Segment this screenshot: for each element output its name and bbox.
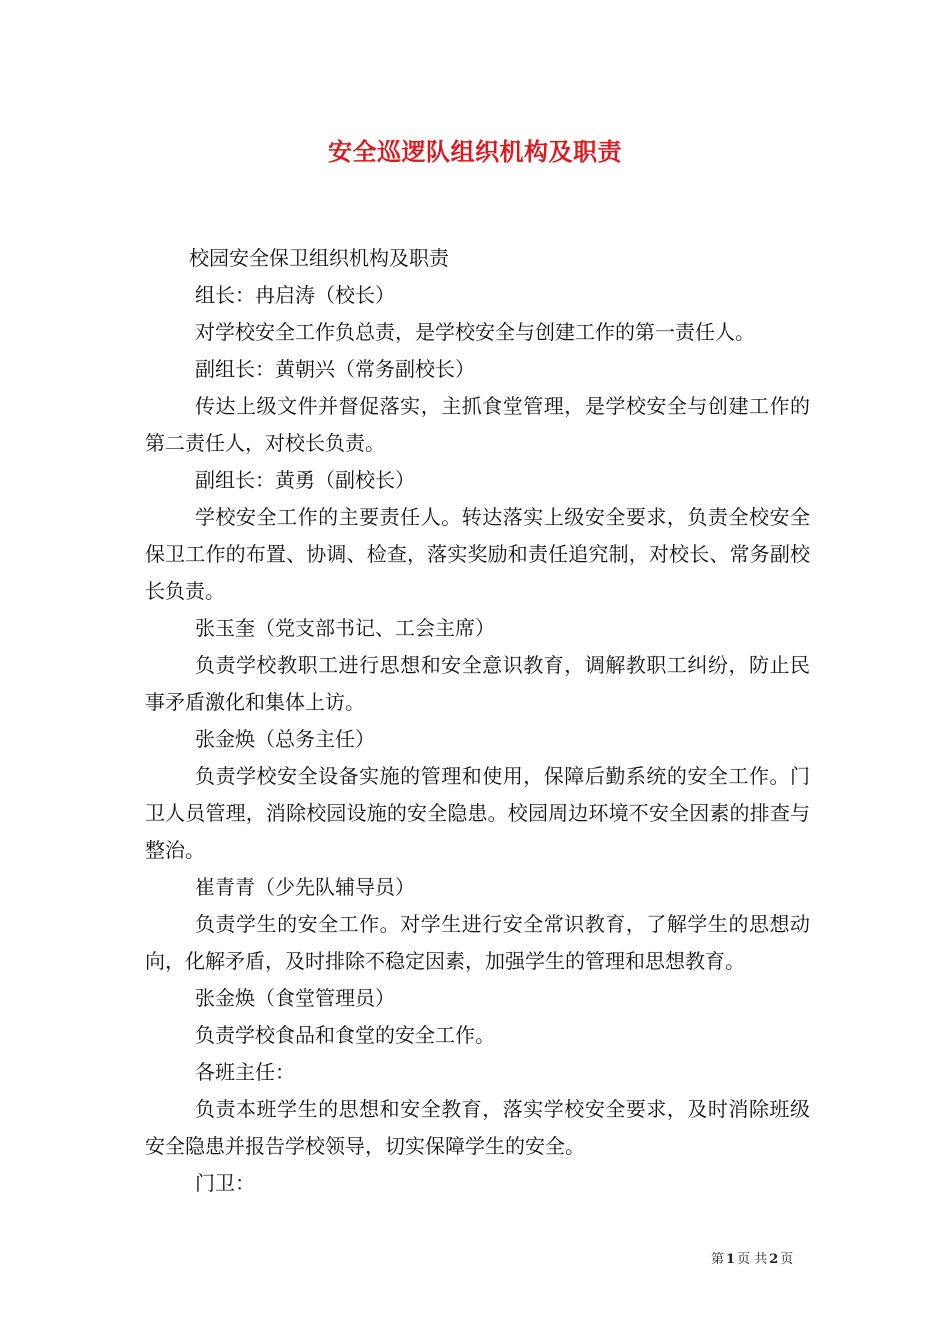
duty-paragraph: 负责学生的安全工作。对学生进行安全常识教育，了解学生的思想动向，化解矛盾，及时排除不稳定因素，加强学生的管理和思想教育。 <box>145 912 810 973</box>
role-line-gatekeeper: 门卫： <box>195 1171 255 1195</box>
duty-paragraph: 负责学校安全设备实施的管理和使用，保障后勤系统的安全工作。门卫人员管理，消除校园设施的安全隐患。校园周边环境不安全因素的排查与整治。 <box>145 764 810 862</box>
role-line-leader: 组长：冉启涛（校长） <box>195 283 395 307</box>
role-line-pioneer-counselor: 崔青青（少先队辅导员） <box>195 875 415 899</box>
duty-paragraph: 负责学校食品和食堂的安全工作。 <box>195 1023 495 1047</box>
footer-prefix: 第 <box>711 1252 725 1267</box>
role-line-deputy: 副组长：黄勇（副校长） <box>195 468 415 492</box>
role-line-canteen-manager: 张金焕（食堂管理员） <box>195 986 395 1010</box>
footer-suffix: 页 <box>780 1252 794 1267</box>
footer-middle: 页 共 <box>737 1252 768 1267</box>
role-line-party-secretary: 张玉奎（党支部书记、工会主席） <box>195 616 495 640</box>
footer-total-pages: 2 <box>769 1252 779 1267</box>
duty-paragraph: 负责学校教职工进行思想和安全意识教育，调解教职工纠纷，防止民事矛盾激化和集体上访。 <box>145 653 810 714</box>
section-heading: 校园安全保卫组织机构及职责 <box>189 246 449 270</box>
footer-current-page: 1 <box>726 1252 736 1267</box>
role-line-general-affairs: 张金焕（总务主任） <box>195 727 375 751</box>
duty-paragraph: 负责本班学生的思想和安全教育，落实学校安全要求，及时消除班级安全隐患并报告学校领导，切实保障学生的安全。 <box>145 1097 810 1158</box>
role-line-executive-deputy: 副组长：黄朝兴（常务副校长） <box>195 357 475 381</box>
page-number-footer <box>711 1248 793 1267</box>
role-line-class-teachers: 各班主任： <box>195 1060 295 1084</box>
duty-paragraph: 传达上级文件并督促落实，主抓食堂管理，是学校安全与创建工作的第二责任人，对校长负责。 <box>145 394 810 455</box>
document-body <box>145 240 810 1202</box>
document-title: 安全巡逻队组织机构及职责 <box>328 137 622 166</box>
duty-paragraph: 学校安全工作的主要责任人。转达落实上级安全要求，负责全校安全保卫工作的布置、协调、检查，落实奖励和责任追究制，对校长、常务副校长负责。 <box>145 505 810 603</box>
duty-paragraph: 对学校安全工作负总责，是学校安全与创建工作的第一责任人。 <box>195 320 755 344</box>
